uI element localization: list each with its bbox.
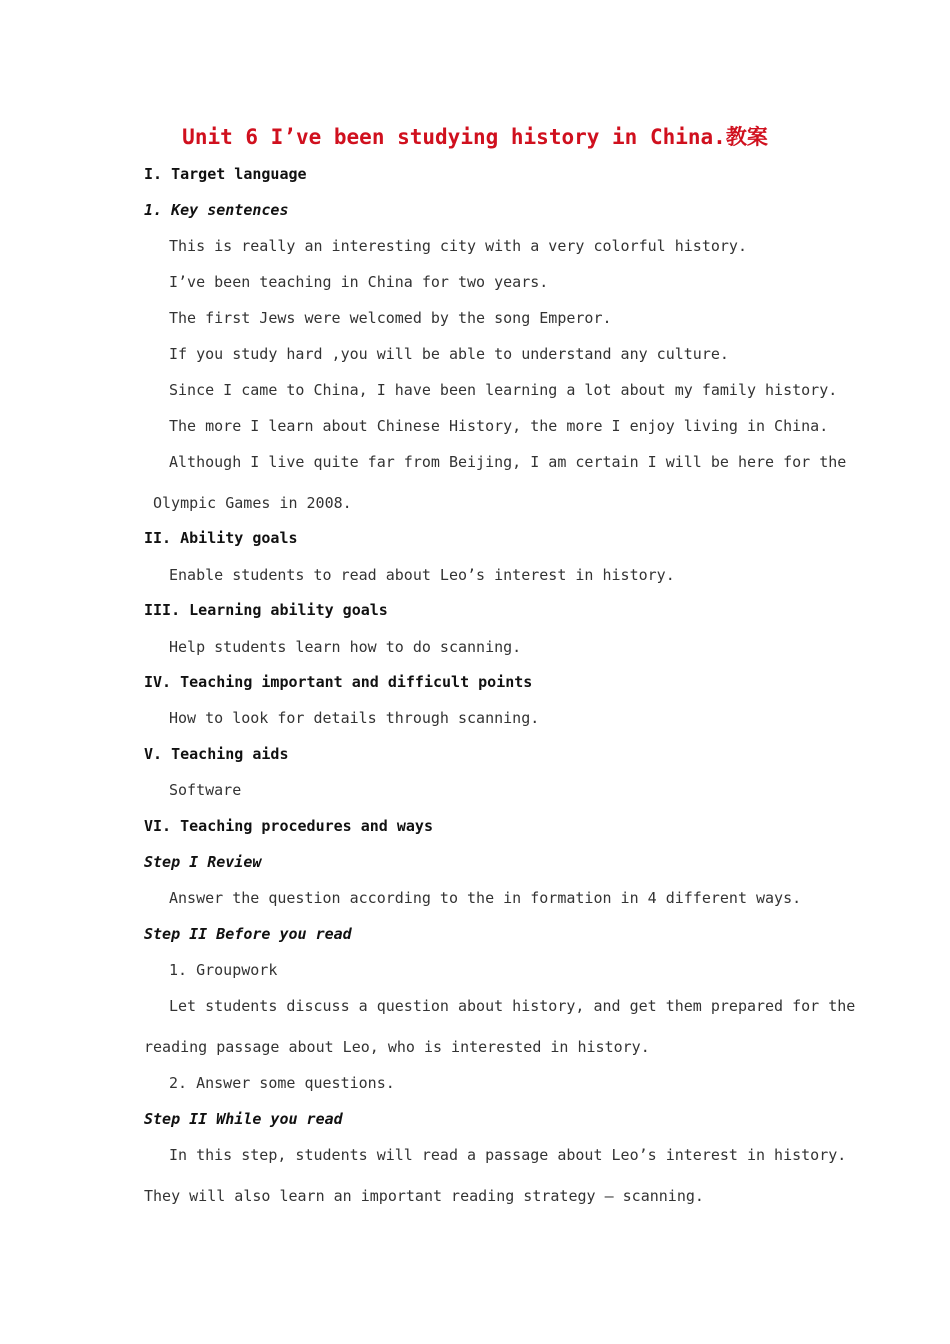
learning-goals-text: Help students learn how to do scanning. <box>169 638 522 656</box>
step-3-text-a: In this step, students will read a passage about Leo’s interest in history. <box>169 1146 847 1164</box>
document-title: Unit 6 I’ve been studying history in China.教案 <box>182 125 768 149</box>
teaching-aids-text: Software <box>169 781 242 799</box>
sentence-2: I’ve been teaching in China for two years. <box>169 273 549 291</box>
step-2-text-b: reading passage about Leo, who is interested in history. <box>144 1038 650 1056</box>
sentence-4: If you study hard ,you will be able to understand any culture. <box>169 345 729 363</box>
ability-goals-text: Enable students to read about Leo’s interest in history. <box>169 566 675 584</box>
heading-target-language: I. Target language <box>144 165 307 183</box>
sentence-3: The first Jews were welcomed by the song Emperor. <box>169 309 612 327</box>
step-1-text: Answer the question according to the in formation in 4 different ways. <box>169 889 802 907</box>
sentence-6: The more I learn about Chinese History, the more I enjoy living in China. <box>169 417 829 435</box>
heading-teaching-aids: V. Teaching aids <box>144 745 289 763</box>
step-2-text-a: Let students discuss a question about history, and get them prepared for the <box>169 997 856 1015</box>
step-3-heading: Step II While you read <box>144 1110 343 1128</box>
step-1-heading: Step I Review <box>144 853 262 871</box>
step-2-item-1: 1. Groupwork <box>169 961 278 979</box>
heading-procedures: VI. Teaching procedures and ways <box>144 817 433 835</box>
step-2-heading: Step II Before you read <box>144 925 352 943</box>
heading-important-points: IV. Teaching important and difficult points <box>144 673 533 691</box>
important-points-text: How to look for details through scanning. <box>169 709 540 727</box>
heading-ability-goals: II. Ability goals <box>144 529 298 547</box>
step-2-item-2: 2. Answer some questions. <box>169 1074 395 1092</box>
heading-key-sentences: 1. Key sentences <box>144 201 289 219</box>
sentence-7-continued: Olympic Games in 2008. <box>153 494 352 512</box>
sentence-1: This is really an interesting city with a very colorful history. <box>169 237 747 255</box>
heading-learning-goals: III. Learning ability goals <box>144 601 388 619</box>
step-3-text-b: They will also learn an important reading strategy — scanning. <box>144 1187 704 1205</box>
sentence-5: Since I came to China, I have been learning a lot about my family history. <box>169 381 838 399</box>
sentence-7: Although I live quite far from Beijing, I am certain I will be here for the <box>169 453 847 471</box>
